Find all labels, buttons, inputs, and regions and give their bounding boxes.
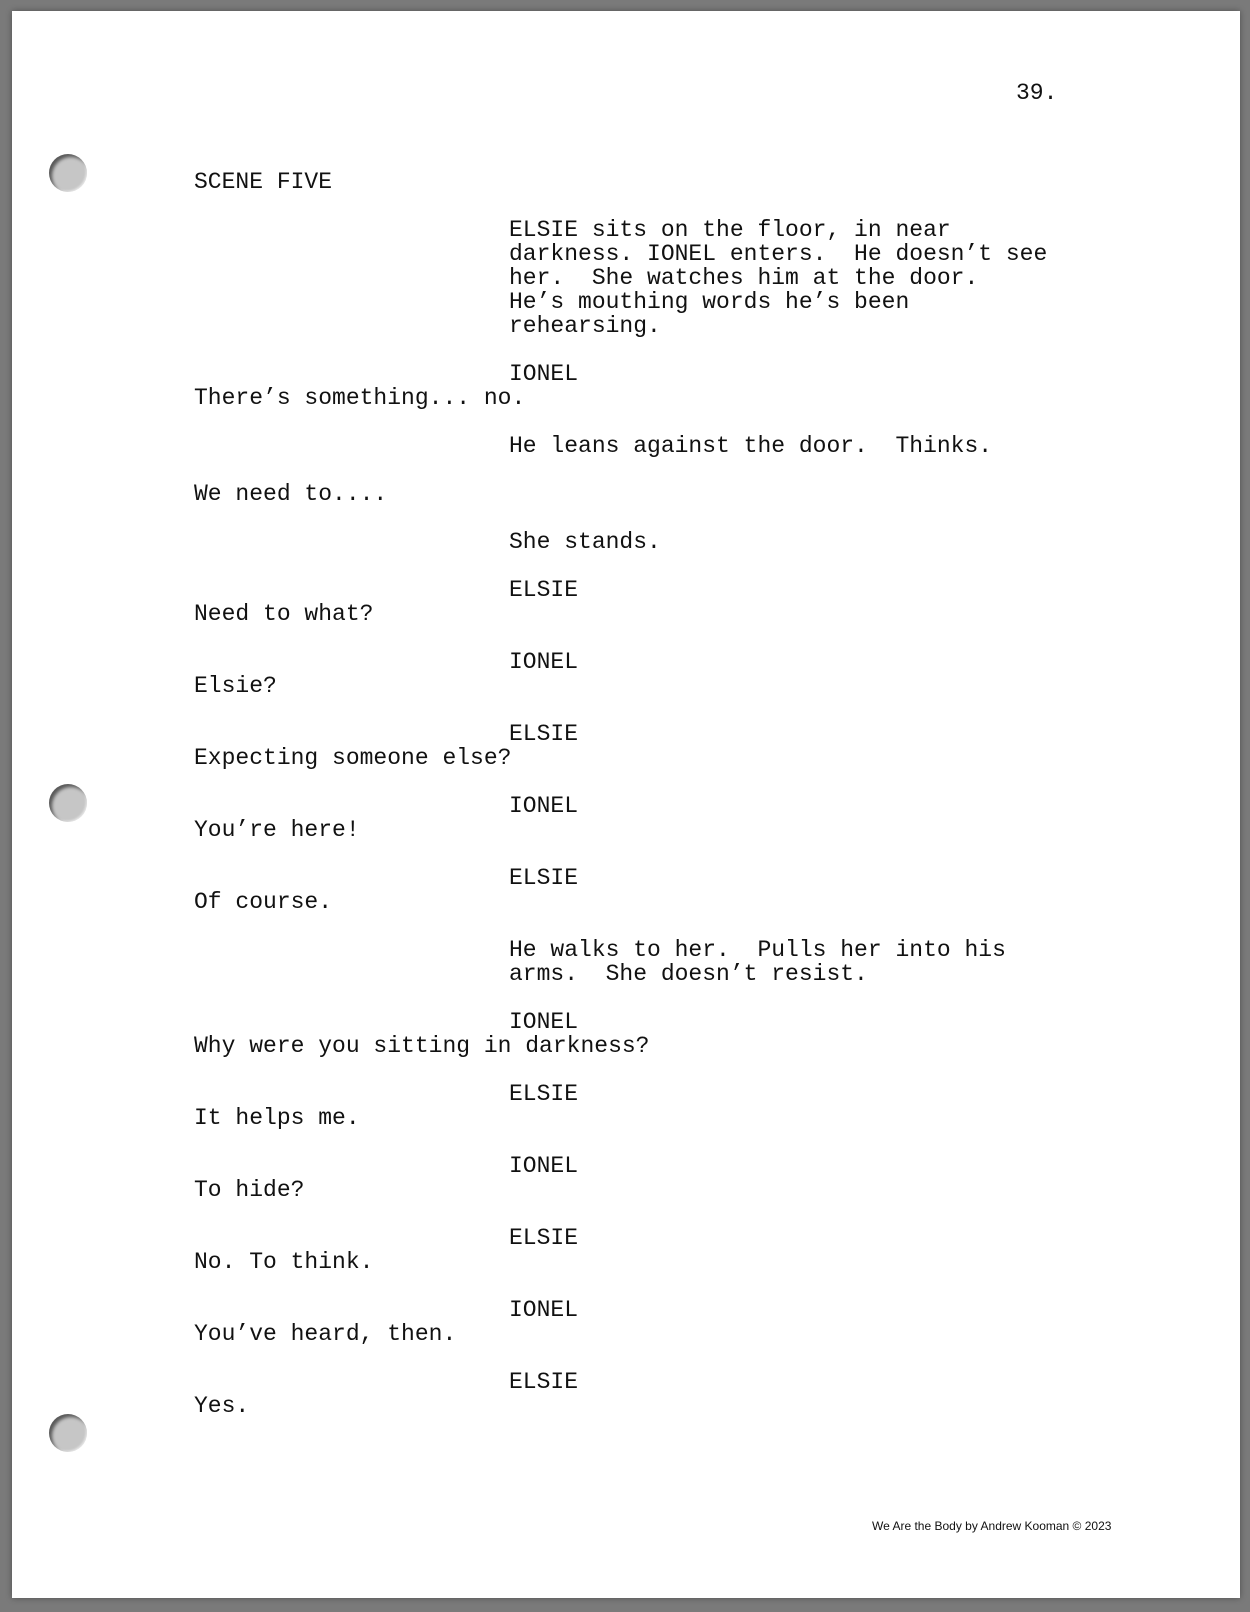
action-line: He leans against the door. Thinks. bbox=[509, 433, 993, 459]
character-cue: IONEL bbox=[509, 1153, 579, 1179]
dialogue-line: Elsie? bbox=[194, 673, 277, 699]
dialogue-line: Need to what? bbox=[194, 601, 374, 627]
dialogue-line: Of course. bbox=[194, 889, 333, 915]
dialogue-line: Yes. bbox=[194, 1393, 250, 1419]
action-line: ELSIE sits on the floor, in near bbox=[509, 217, 951, 243]
character-cue: ELSIE bbox=[509, 577, 579, 603]
binder-hole-top bbox=[49, 154, 87, 192]
dialogue-line: There’s something... no. bbox=[194, 385, 526, 411]
action-line: her. She watches him at the door. bbox=[509, 265, 979, 291]
character-cue: IONEL bbox=[509, 793, 579, 819]
dialogue-line: We need to.... bbox=[194, 481, 388, 507]
action-line: She stands. bbox=[509, 529, 661, 555]
copyright-footer: We Are the Body by Andrew Kooman © 2023 bbox=[872, 1519, 1112, 1533]
action-line: He’s mouthing words he’s been bbox=[509, 289, 910, 315]
dialogue-line: Why were you sitting in darkness? bbox=[194, 1033, 650, 1059]
dialogue-line: You’re here! bbox=[194, 817, 360, 843]
binder-hole-bottom bbox=[49, 1414, 87, 1452]
character-cue: ELSIE bbox=[509, 1369, 579, 1395]
page-number: 39. bbox=[1016, 80, 1058, 106]
character-cue: ELSIE bbox=[509, 1225, 579, 1251]
scene-heading: SCENE FIVE bbox=[194, 169, 333, 195]
character-cue: IONEL bbox=[509, 361, 579, 387]
dialogue-line: It helps me. bbox=[194, 1105, 360, 1131]
dialogue-line: No. To think. bbox=[194, 1249, 374, 1275]
binder-hole-middle bbox=[49, 784, 87, 822]
dialogue-line: To hide? bbox=[194, 1177, 305, 1203]
character-cue: ELSIE bbox=[509, 865, 579, 891]
dialogue-line: Expecting someone else? bbox=[194, 745, 512, 771]
script-page bbox=[12, 11, 1240, 1598]
character-cue: IONEL bbox=[509, 1297, 579, 1323]
action-line: He walks to her. Pulls her into his bbox=[509, 937, 1006, 963]
character-cue: IONEL bbox=[509, 1009, 579, 1035]
action-line: arms. She doesn’t resist. bbox=[509, 961, 868, 987]
dialogue-line: You’ve heard, then. bbox=[194, 1321, 457, 1347]
character-cue: ELSIE bbox=[509, 721, 579, 747]
action-line: rehearsing. bbox=[509, 313, 661, 339]
character-cue: ELSIE bbox=[509, 1081, 579, 1107]
character-cue: IONEL bbox=[509, 649, 579, 675]
action-line: darkness. IONEL enters. He doesn’t see bbox=[509, 241, 1048, 267]
